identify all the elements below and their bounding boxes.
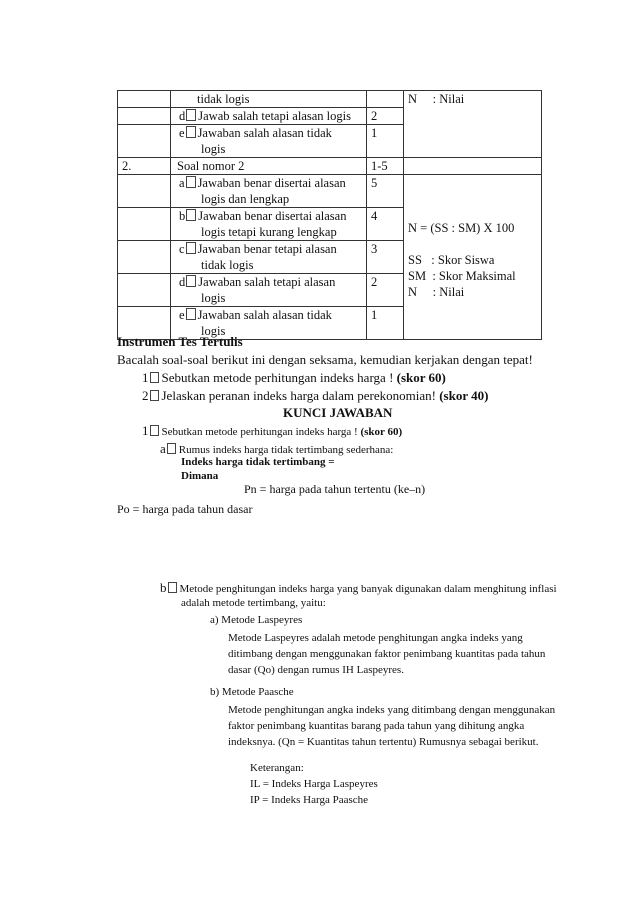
keterangan-title: Keterangan: <box>250 762 304 774</box>
notes-cell <box>404 158 542 175</box>
criteria-text: logis dan lengkap <box>201 192 290 206</box>
criteria-letter: b <box>179 209 186 223</box>
criteria-letter: a <box>179 176 185 190</box>
note-line: N = (SS : SM) X 100 <box>408 221 515 235</box>
checkbox-glyph-icon <box>186 126 196 138</box>
score-cell: 3 <box>367 241 404 274</box>
notes-cell <box>404 91 542 158</box>
score-cell: 4 <box>367 208 404 241</box>
criteria-letter: d <box>179 109 186 123</box>
notes-cell <box>404 175 542 340</box>
criteria-cell <box>171 125 367 158</box>
row-number <box>118 175 171 208</box>
criteria-text: Jawaban salah alasan tidak <box>197 308 332 322</box>
criteria-line <box>179 241 362 257</box>
criteria-text: Jawaban benar disertai alasan <box>197 176 346 190</box>
table-row <box>118 91 542 108</box>
rubric-table <box>117 90 542 340</box>
row-number <box>118 241 171 274</box>
criteria-text: Jawaban benar disertai alasan <box>198 209 347 223</box>
answer-key-title: KUNCI JAWABAN <box>283 405 393 420</box>
note-line <box>408 236 537 252</box>
criteria-line <box>179 208 362 224</box>
row-number <box>118 125 171 158</box>
question-1 <box>142 370 446 386</box>
note-line: SM : Skor Maksimal <box>408 269 516 283</box>
row-number <box>118 274 171 307</box>
paasche-line: indeksnya. (Qn = Kuantitas tahun tertentu) Rumusnya sebagai berikut. <box>228 736 539 748</box>
score-cell: 1 <box>367 307 404 340</box>
score-cell <box>367 91 404 108</box>
checkbox-glyph-icon <box>186 209 196 221</box>
checkbox-glyph-icon <box>186 109 196 121</box>
score-cell: 1 <box>367 125 404 158</box>
criteria-line <box>179 125 362 141</box>
keterangan-il: IL = Indeks Harga Laspeyres <box>250 778 378 790</box>
criteria-cell <box>171 175 367 208</box>
criteria-letter: e <box>179 126 185 140</box>
table-row <box>118 158 542 175</box>
paasche-body <box>228 702 555 750</box>
row-number <box>118 208 171 241</box>
key-item-b-line2: adalah metode tertimbang, yaitu: <box>181 597 326 609</box>
key-question-1 <box>142 423 402 439</box>
question-2-text: Jelaskan peranan indeks harga dalam perekonomian! <box>161 388 440 403</box>
dimana-label: Dimana <box>181 470 219 482</box>
table-row <box>118 175 542 208</box>
criteria-line <box>179 274 362 290</box>
checkbox-glyph-icon <box>150 390 159 401</box>
paasche-heading: b) Metode Paasche <box>210 686 294 698</box>
criteria-cell <box>171 108 367 125</box>
criteria-text: logis tetapi kurang lengkap <box>201 225 337 239</box>
criteria-text: Jawaban salah tetapi alasan <box>198 275 336 289</box>
criteria-cell <box>171 91 367 108</box>
criteria-text: Soal nomor 2 <box>177 159 245 173</box>
note-line: SS : Skor Siswa <box>408 253 495 267</box>
note-line: N : Nilai <box>408 92 465 106</box>
question-1-text: Sebutkan metode perhitungan indeks harga ! <box>161 370 397 385</box>
criteria-line <box>179 108 362 124</box>
laspeyres-line: dasar (Qo) dengan rumus IH Laspeyres. <box>228 664 404 676</box>
criteria-letter: c <box>179 242 185 256</box>
score-cell: 5 <box>367 175 404 208</box>
key-question-1-number: 1 <box>142 423 149 438</box>
criteria-cell <box>171 274 367 307</box>
criteria-cell <box>171 158 367 175</box>
criteria-text: Jawaban salah alasan tidak <box>197 126 332 140</box>
unweighted-index-label: Indeks harga tidak tertimbang = <box>181 456 335 468</box>
key-item-a <box>160 441 393 457</box>
score-cell: 1-5 <box>367 158 404 175</box>
laspeyres-body <box>228 630 545 678</box>
laspeyres-line: Metode Laspeyres adalah metode penghitungan angka indeks yang <box>228 632 523 644</box>
row-number: 2. <box>118 158 171 175</box>
checkbox-glyph-icon <box>186 242 196 254</box>
keterangan-ip: IP = Indeks Harga Paasche <box>250 794 369 806</box>
checkbox-glyph-icon <box>186 176 196 188</box>
row-number <box>118 108 171 125</box>
criteria-letter: e <box>179 308 185 322</box>
question-1-number: 1 <box>142 370 149 385</box>
criteria-line <box>179 175 362 191</box>
criteria-cell <box>171 241 367 274</box>
key-item-b-letter: b <box>160 580 167 595</box>
question-2 <box>142 388 488 404</box>
checkbox-glyph-icon <box>150 372 159 383</box>
instruction-text: Bacalah soal-soal berikut ini dengan seksama, kemudian kerjakan dengan tepat! <box>117 352 533 367</box>
criteria-text: logis <box>201 291 226 305</box>
checkbox-glyph-icon <box>186 275 196 287</box>
laspeyres-line: ditimbang dengan menggunakan faktor penimbang kuantitas pada tahun <box>228 648 546 660</box>
laspeyres-heading: a) Metode Laspeyres <box>210 614 303 626</box>
key-question-1-text: Sebutkan metode perhitungan indeks harga ! <box>161 426 361 438</box>
key-item-b-line1: Metode penghitungan indeks harga yang banyak digunakan dalam menghitung inflasi <box>179 583 557 595</box>
section-title: Instrumen Tes Tertulis <box>117 334 243 349</box>
row-number <box>118 91 171 108</box>
key-item-b <box>160 580 557 596</box>
criteria-text: Jawaban benar tetapi alasan <box>197 242 337 256</box>
checkbox-glyph-icon <box>150 425 159 436</box>
criteria-text: logis <box>201 324 226 338</box>
score-cell: 2 <box>367 108 404 125</box>
key-question-1-score: (skor 60) <box>360 426 403 438</box>
question-2-score: (skor 40) <box>439 388 489 403</box>
criteria-cell <box>171 208 367 241</box>
criteria-text: tidak logis <box>197 92 250 106</box>
criteria-letter: d <box>179 275 186 289</box>
checkbox-glyph-icon <box>168 582 177 593</box>
pn-definition: Pn = harga pada tahun tertentu (ke–n) <box>244 482 426 496</box>
po-definition: Po = harga pada tahun dasar <box>117 502 253 516</box>
note-line: N : Nilai <box>408 285 465 299</box>
key-item-a-text: Rumus indeks harga tidak tertimbang sederhana: <box>178 444 394 456</box>
paasche-line: Metode penghitungan angka indeks yang ditimbang dengan menggunakan <box>228 704 556 716</box>
checkbox-glyph-icon <box>186 308 196 320</box>
question-2-number: 2 <box>142 388 149 403</box>
criteria-text: logis <box>201 142 226 156</box>
criteria-line <box>179 307 362 323</box>
checkbox-glyph-icon <box>167 443 176 454</box>
criteria-text: Jawab salah tetapi alasan logis <box>198 109 351 123</box>
question-1-score: (skor 60) <box>396 370 446 385</box>
paasche-line: faktor penimbang kuantitas barang pada tahun yang dihitung angka <box>228 720 525 732</box>
keterangan-block <box>250 760 378 808</box>
criteria-text: tidak logis <box>201 258 254 272</box>
key-item-a-letter: a <box>160 441 166 456</box>
score-cell: 2 <box>367 274 404 307</box>
